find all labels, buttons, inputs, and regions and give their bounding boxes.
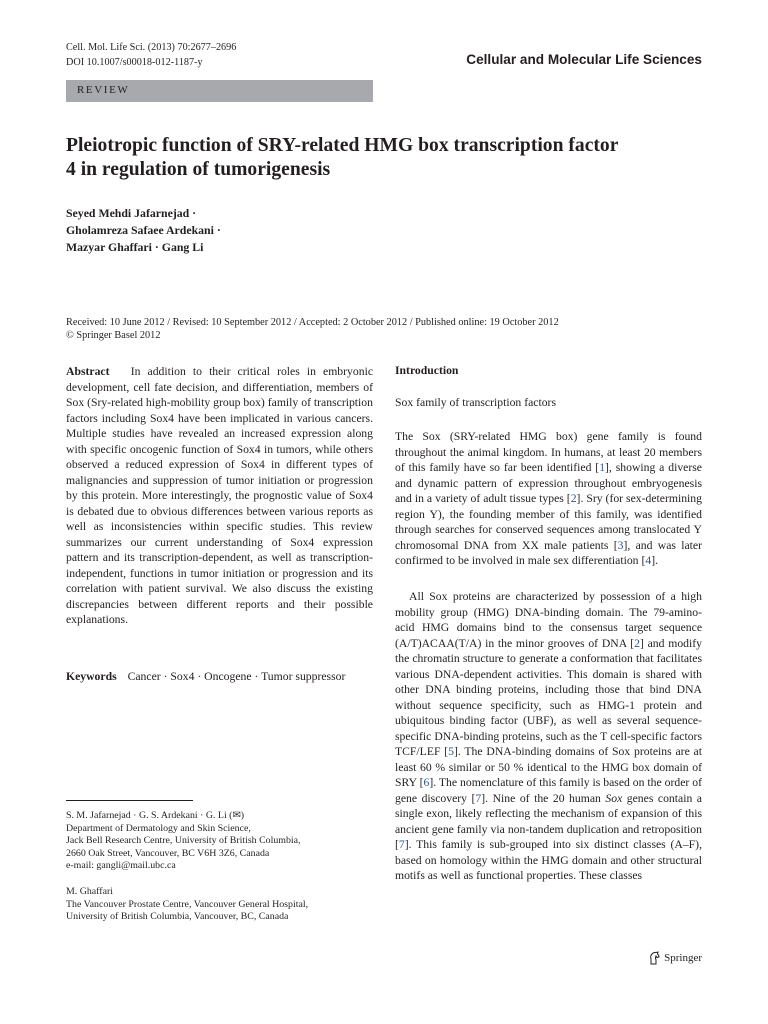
affiliation-block-2 [66, 886, 373, 924]
title-line-1: Pleiotropic function of SRY-related HMG box transcription factor [66, 135, 619, 156]
reference-link[interactable]: 2 [634, 636, 640, 650]
keywords-label: Keywords [66, 670, 117, 683]
reference-link[interactable]: 7 [475, 791, 482, 805]
keywords [66, 670, 345, 683]
reference-link[interactable]: 2 [570, 492, 577, 505]
affiliation-line: The Vancouver Prostate Centre, Vancouver General Hospital, [66, 898, 309, 910]
abstract-text: In addition to their critical roles in embryonic development, cell fate decision, and differentiation, members of Sox (Sry-related high-mobility group box) family of transcription factors including Sox4 have been implicated in various cancers. Multiple studies have revealed an increased expression along with specific oncogenic function of Sox4 in tumors, while others observed a reduced expression of Sox4 in different types of malignancies and suppression of tumor initiation or progression by this protein. More interestingly, the prognostic value of Sox4 is debated due to obvious differences between various reports as well as inconsistencies within specific studies. This review summarizes our current understanding of Sox4 expression pattern and its transcription-dependent, as well as transcription-independent, functions in tumor initiation or progression and its correlation with patient survival. We also discuss the existing discrepancies between different reports and their possible explanations. [66, 365, 374, 626]
reference-link[interactable]: 6 [423, 776, 430, 789]
author-line-2[interactable]: Gholamreza Safaee Ardekani · [66, 223, 221, 237]
doi-line[interactable]: DOI 10.1007/s00018-012-1187-y [66, 57, 203, 68]
citation-journal-line: Cell. Mol. Life Sci. (2013) 70:2677–2696 [66, 42, 237, 53]
affiliation-authors: M. Ghaffari [66, 886, 113, 897]
affiliation-line: University of British Columbia, Vancouver, BC, Canada [66, 911, 289, 923]
gene-name-italic: Sox [605, 791, 623, 805]
publisher-name: Springer [664, 952, 702, 964]
abstract-label: Abstract [66, 365, 110, 378]
section-label-bar [66, 80, 373, 102]
affiliation-line: Jack Bell Research Centre, University of British Columbia, [66, 835, 301, 847]
publication-dates: Received: 10 June 2012 / Revised: 10 September 2012 / Accepted: 2 October 2012 / Published online: 19 October 2012 [66, 317, 559, 328]
introduction-heading: Introduction [395, 364, 459, 377]
publisher-logo [648, 951, 702, 965]
springer-horse-icon [648, 951, 661, 965]
footnote-divider [66, 800, 193, 801]
author-line-1[interactable]: Seyed Mehdi Jafarnejad · [66, 206, 197, 220]
keywords-text: Cancer · Sox4 · Oncogene · Tumor suppressor [127, 670, 346, 683]
abstract [66, 364, 373, 628]
reference-link[interactable]: 5 [448, 745, 454, 758]
journal-name: Cellular and Molecular Life Sciences [466, 52, 702, 67]
reference-link[interactable]: 7 [398, 838, 405, 851]
affiliation-authors: S. M. Jafarnejad · G. S. Ardekani · G. Li (✉) [66, 810, 245, 821]
affiliation-block-1 [66, 810, 373, 873]
introduction-subheading: Sox family of transcription factors [395, 396, 556, 409]
intro-paragraph-2: All Sox proteins are characterized by possession of a high mobility group (HMG) DNA-binding domain. The 79-amino-acid HMG domains bind to the consensus target sequence (A/T)ACAA(T/A) in the minor grooves of DNA [2] and modify the chromatin structure to generate a conformation that facilitates various DNA-dependent activities. This domain is shared with other DNA binding proteins, including those that bind DNA without sequence specificity, such as HMG-1 protein and ubiquitous binding factor (UBF), as well as several sequence-specific DNA-binding proteins, such as the T cell-specific factors TCF/LEF [5]. The DNA-binding domains of Sox proteins are at least 60 % similar or 50 % identical to the HMG box domain of SRY [6]. The nomenclature of this family is based on the order of gene discovery [7]. Nine of the 20 human Sox genes contain a single exon, likely reflecting the mechanism of expansion of this ancient gene family via non-tandem duplication and retroposition [7]. This family is sub-grouped into six distinct classes (A–F), based on homology within the HMG domain and other structural motifs as well as functional properties. These classes [395, 590, 702, 882]
author-line-3[interactable]: Mazyar Ghaffari · Gang Li [66, 240, 204, 254]
title-line-2: 4 in regulation of tumorigenesis [66, 159, 331, 180]
affiliation-line: 2660 Oak Street, Vancouver, BC V6H 3Z6, Canada [66, 847, 270, 859]
article-title [66, 134, 706, 182]
copyright: © Springer Basel 2012 [66, 330, 161, 341]
intro-paragraph-1: The Sox (SRY-related HMG box) gene family is found throughout the animal kingdom. In humans, at least 20 members of this family have so far been identified [1], showing a diverse and dynamic pattern of expression throughout embryogenesis and in a variety of adult tissue types [2]. Sry (for sex-determining region Y), the founding member of this family, was identified through searches for conserved sequences among translocated Y chromosomal DNA from XX male patients [3], and was later confirmed to be involved in male sex differentiation [4]. [395, 430, 702, 567]
section-label: REVIEW [77, 84, 130, 96]
affiliation-line: Department of Dermatology and Skin Science, [66, 822, 251, 834]
reference-link[interactable]: 3 [617, 538, 624, 552]
affiliation-email[interactable]: e-mail: gangli@mail.ubc.ca [66, 860, 176, 872]
reference-link[interactable]: 4 [645, 554, 652, 567]
reference-link[interactable]: 1 [599, 461, 606, 474]
